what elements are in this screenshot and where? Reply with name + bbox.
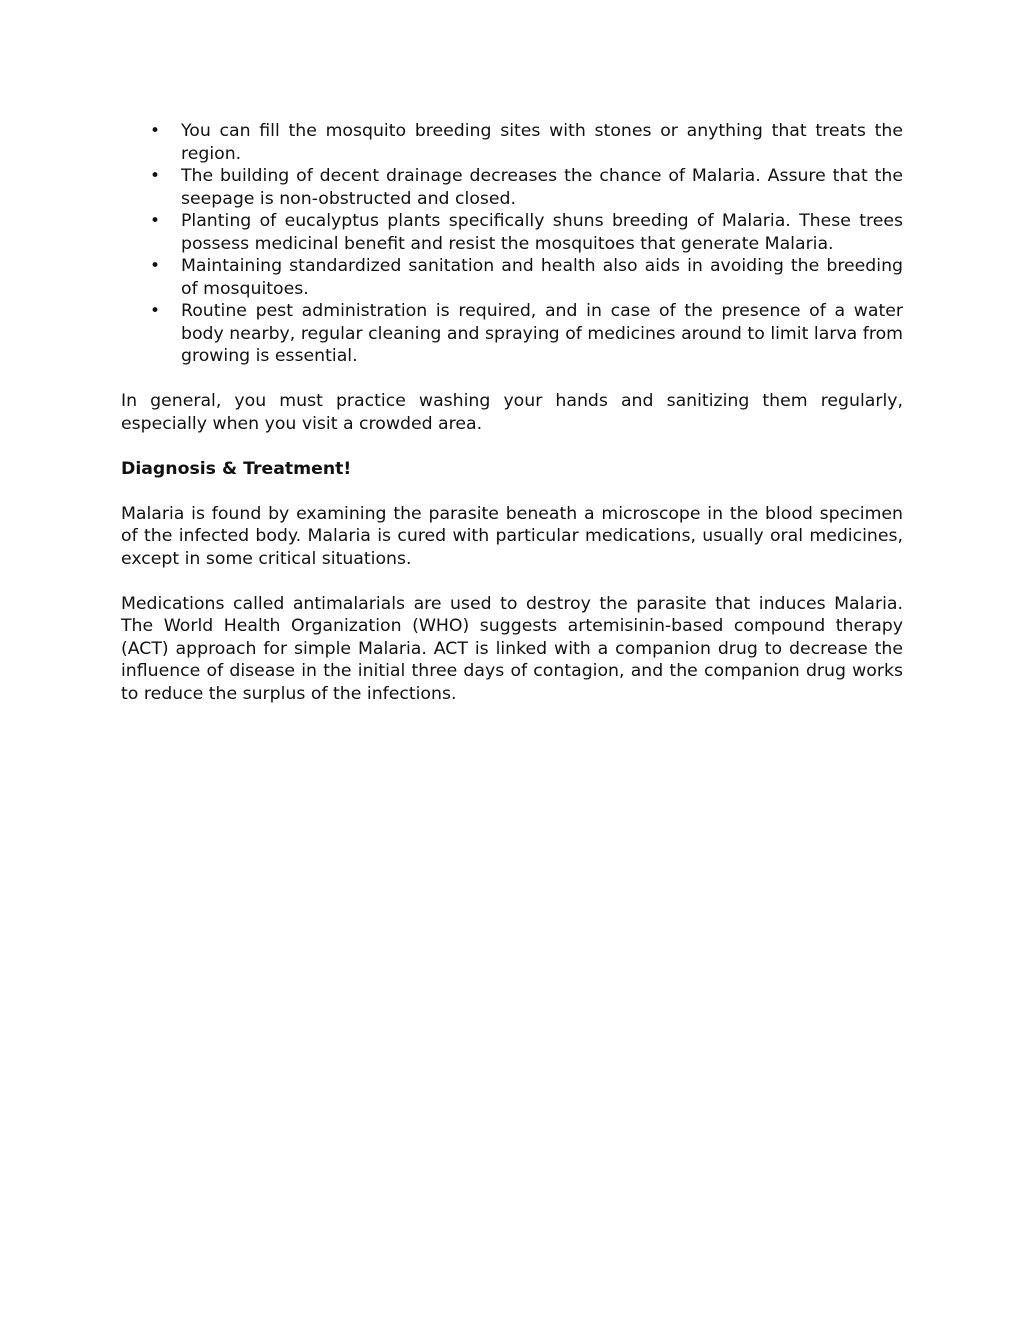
bullet-icon: • xyxy=(150,256,161,276)
list-item xyxy=(121,120,903,165)
list-item-text: Routine pest administration is required, and in case of the presence of a water body nearby, regular cleaning and spraying of medicines around to limit larva from growing is essential. xyxy=(181,301,903,366)
bullet-icon: • xyxy=(150,121,161,141)
diagnosis-paragraph: Malaria is found by examining the parasite beneath a microscope in the blood specimen of the infected body. Malaria is cured with particular medications, usually oral medicines, except in some critical situations. xyxy=(121,503,903,569)
bullet-icon: • xyxy=(150,166,161,186)
list-item xyxy=(121,300,903,368)
document-page xyxy=(121,120,903,705)
section-heading: Diagnosis & Treatment! xyxy=(121,458,352,479)
list-item-text: Planting of eucalyptus plants specifically shuns breeding of Malaria. These trees possess medicinal benefit and resist the mosquitoes that generate Malaria. xyxy=(181,211,903,254)
spacer xyxy=(121,480,903,503)
spacer xyxy=(121,435,903,458)
list-item xyxy=(121,255,903,300)
bullet-icon: • xyxy=(150,211,161,231)
medications-paragraph: Medications called antimalarials are used to destroy the parasite that induces Malaria. The World Health Organization (WHO) suggests artemisinin-based compound therapy (ACT) approach for simple Malaria. ACT is linked with a companion drug to decrease the influence of disease in the initial three days of contagion, and the companion drug works to reduce the surplus of the infections. xyxy=(121,593,903,704)
list-item xyxy=(121,210,903,255)
bullet-icon: • xyxy=(150,301,161,321)
spacer xyxy=(121,368,903,391)
spacer xyxy=(121,570,903,593)
list-item-text: The building of decent drainage decreases the chance of Malaria. Assure that the seepage is non-obstructed and closed. xyxy=(181,166,903,209)
list-item xyxy=(121,165,903,210)
prevention-bullet-list xyxy=(121,120,903,368)
list-item-text: You can fill the mosquito breeding sites with stones or anything that treats the region. xyxy=(181,121,903,164)
list-item-text: Maintaining standardized sanitation and health also aids in avoiding the breeding of mosquitoes. xyxy=(181,256,903,299)
general-paragraph: In general, you must practice washing your hands and sanitizing them regularly, especially when you visit a crowded area. xyxy=(121,391,903,434)
